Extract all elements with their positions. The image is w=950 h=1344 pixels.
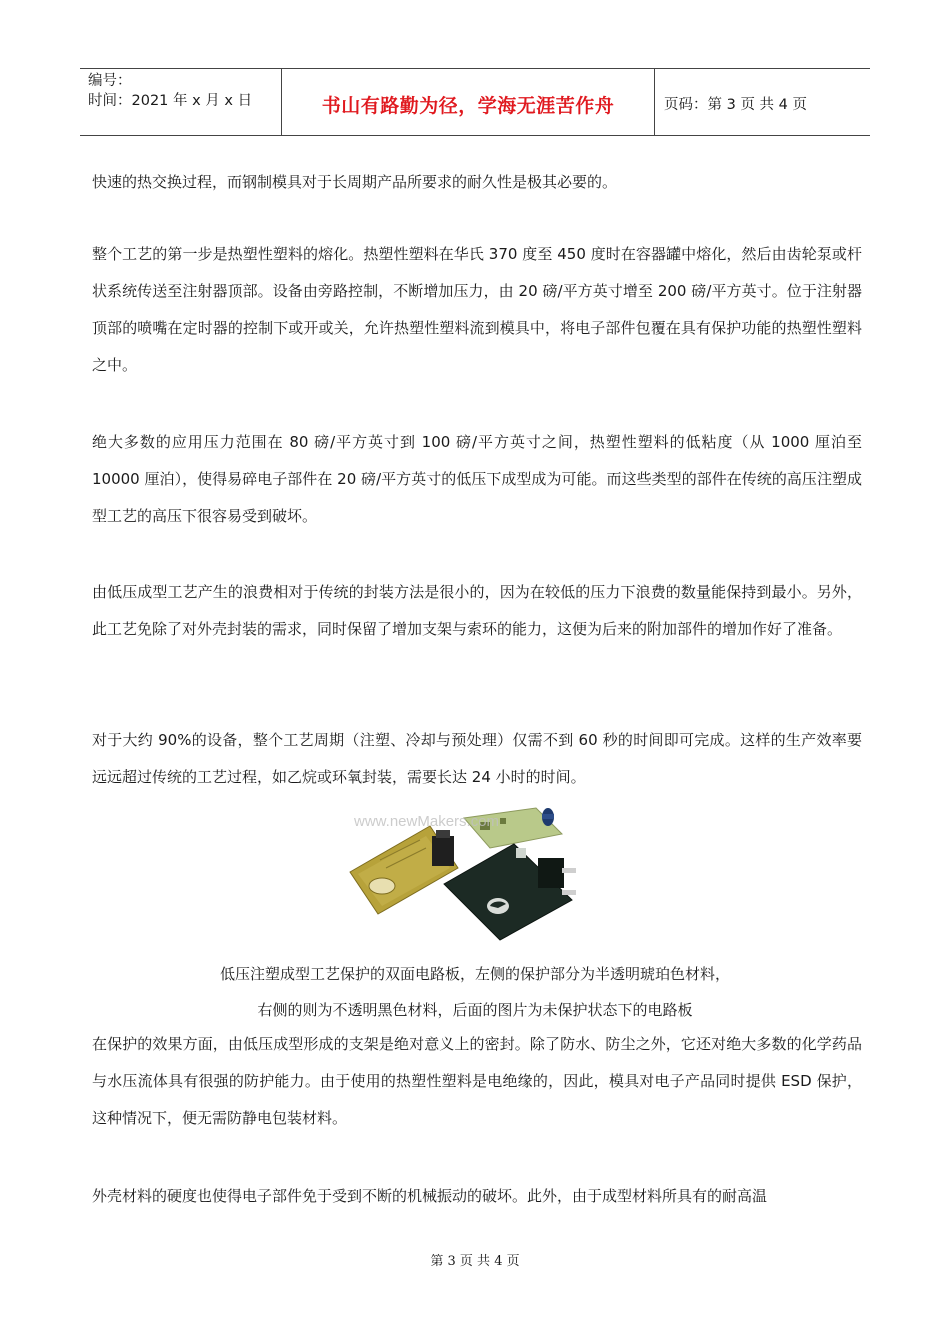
paragraph-1: 快速的热交换过程，而钢制模具对于长周期产品所要求的耐久性是极其必要的。 (92, 173, 618, 191)
figure-caption-line-2: 右侧的则为不透明黑色材料，后面的图片为未保护状态下的电路板 (257, 1001, 693, 1019)
header-meta (88, 71, 252, 111)
header-divider (654, 69, 655, 135)
watermark-text: www.newMakers.com (354, 813, 500, 830)
paragraph-7: 外壳材料的硬度也使得电子部件免于受到不断的机械振动的破坏。此外，由于成型材料所具有的耐高温 (92, 1187, 768, 1205)
page-header (80, 68, 870, 136)
paragraph-4: 由低压成型工艺产生的浪费相对于传统的封装方法是很小的，因为在较低的压力下浪费的数量能保持到最小。另外，此工艺免除了对外壳封装的需求，同时保留了增加支架与索环的能力，这便为后来的附加部件的增加作好了准备。 (92, 583, 862, 638)
header-page-number: 页码：第 3 页 共 4 页 (664, 97, 807, 113)
paragraph-6: 在保护的效果方面，由低压成型形成的支架是绝对意义上的密封。除了防水、防尘之外，它还对绝大多数的化学药品与水压流体具有很强的防护能力。由于使用的热塑性塑料是电绝缘的，因此，模具对电子产品同时提供 ESD 保护，这种情况下，便无需防静电包装材料。 (92, 1035, 862, 1127)
document-number-label: 编号： (88, 73, 132, 89)
paragraph-3: 绝大多数的应用压力范围在 80 磅/平方英寸到 100 磅/平方英寸之间，热塑性塑料的低粘度（从 1000 厘泊至 10000 厘泊），使得易碎电子部件在 20 磅/平方英寸的低压下成型成为可能。而这些类型的部件在传统的高压注塑成型工艺的高压下很容易受到破坏。 (92, 433, 862, 525)
page-footer: 第 3 页 共 4 页 (430, 1254, 520, 1269)
paragraph-2: 整个工艺的第一步是热塑性塑料的熔化。热塑性塑料在华氏 370 度至 450 度时在容器罐中熔化，然后由齿轮泵或杆状系统传送至注射器顶部。设备由旁路控制，不断增加压力，由 20 磅/平方英寸增至 200 磅/平方英寸。位于注射器顶部的喷嘴在定时器的控制下或开或关，允许热塑性塑料流到模具中，将电子部件包覆在具有保护功能的热塑性塑料之中。 (92, 245, 862, 374)
header-motto: 书山有路勤为径，学海无涯苦作舟 (321, 95, 615, 117)
paragraph-5: 对于大约 90%的设备，整个工艺周期（注塑、冷却与预处理）仅需不到 60 秒的时间即可完成。这样的生产效率要远远超过传统的工艺过程，如乙烷或环氧封装，需要长达 24 小时的时间。 (92, 731, 862, 786)
circuit-board-photo (340, 800, 598, 946)
figure-caption-line-1: 低压注塑成型工艺保护的双面电路板，左侧的保护部分为半透明琥珀色材料， (219, 965, 730, 983)
document-date-label: 时间：2021 年 x 月 x 日 (88, 93, 253, 109)
